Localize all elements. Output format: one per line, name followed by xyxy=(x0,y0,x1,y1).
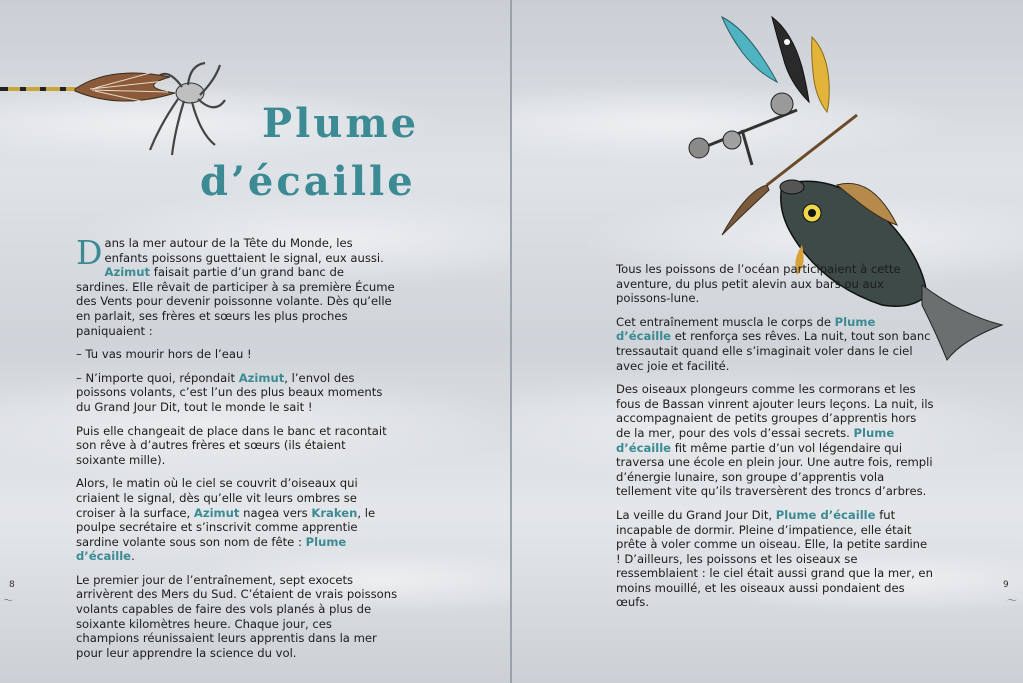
name-highlight: Azimut xyxy=(238,370,285,385)
right-paragraph xyxy=(616,262,934,306)
text-run: Tous les poissons de l’océan participaient à cette aventure, du plus petit alevin aux bars ou aux poissons-lune. xyxy=(616,262,901,306)
wave-ornament-right: 〜 xyxy=(1007,596,1017,607)
title-line-2: d’écaille xyxy=(200,158,416,205)
text-run: , l’envol des poissons volants, c’est l’un des plus beaux moments du Grand Jour Dit, tout le monde le sait ! xyxy=(76,370,383,414)
name-highlight: Plume d’écaille xyxy=(616,314,876,344)
name-highlight: Plume d’écaille xyxy=(616,425,895,455)
text-run: et renforça ses rêves. La nuit, tout son banc tressautait quand elle s’imaginait voler dans le ciel avec joie et facilité. xyxy=(616,329,931,373)
left-page xyxy=(0,0,511,683)
text-run: Des oiseaux plongeurs comme les cormorans et les fous de Bassan vinrent ajouter leurs leçons. La nuit, ils accompagnaient de petits groupes d’apprentis hors de la mer, pour des vols d’essai secrets. xyxy=(616,382,934,440)
name-highlight: Azimut xyxy=(104,265,151,280)
text-run: Puis elle changeait de place dans le banc et racontait son rêve à d’autres frères et sœurs (ils étaient soixante mille). xyxy=(76,423,387,467)
name-highlight: Plume d’écaille xyxy=(76,534,347,564)
page-number-left: 8 xyxy=(9,580,15,590)
text-run: . xyxy=(131,549,135,564)
title-line-1: Plume xyxy=(262,100,420,147)
text-run: La veille du Grand Jour Dit, xyxy=(616,507,776,522)
name-highlight: Plume d’écaille xyxy=(775,507,876,522)
right-paragraph xyxy=(616,382,934,499)
wave-ornament-left: 〜 xyxy=(3,596,13,607)
name-highlight: Azimut xyxy=(193,505,240,520)
text-run: – N’importe quoi, répondait xyxy=(76,370,239,385)
right-paragraph xyxy=(616,508,934,610)
text-run: Le premier jour de l’entraînement, sept exocets arrivèrent des Mers du Sud. C’étaient de vrais poissons volants capables de faire des vols planés à plus de soixante kilomètres heure. Chaque jour, ces champions réunissaient leurs apprentis dans la mer pour leur apprendre la science du vol. xyxy=(76,572,398,660)
text-run: Cet entraînement muscla le corps de xyxy=(616,314,835,329)
left-paragraph xyxy=(76,476,398,564)
left-page-text xyxy=(76,233,398,669)
text-run: , le poulpe secrétaire et s’inscrivit comme apprentie sardine volante sous son nom de fête : xyxy=(76,505,376,549)
left-paragraph xyxy=(76,347,398,362)
text-run: – Tu vas mourir hors de l’eau ! xyxy=(76,347,252,362)
left-paragraph xyxy=(76,233,398,338)
text-run: fit même partie d’un vol légendaire qui traversa une école en plein jour. Une autre fois, rempli d’énergie lunaire, son groupe d’apprentis vola tellement vite qu’ils traversèrent des troncs d’arbres. xyxy=(616,440,933,499)
text-run: ans la mer autour de la Tête du Monde, les enfants poissons guettaient le signal, eux aussi. xyxy=(104,236,384,265)
page-number-right: 9 xyxy=(1003,580,1009,590)
right-page-text xyxy=(616,262,934,619)
text-run: faisait partie d’un grand banc de sardines. Elle rêvait de participer à sa première Écume des Vents pour devenir poissonne volante. Dès qu’elle en parlait, ses frères et sœurs les plus proches paniquaient : xyxy=(76,265,395,338)
text-run: fut incapable de dormir. Pleine d’impatience, elle était prête à voler comme un oiseau. Elle, la petite sardine ! D’ailleurs, les poissons et les oiseaux se ressemblaient : le ciel était aussi grand que la mer, en moins mouillé, et les oiseaux aussi pondaient des œufs. xyxy=(616,507,933,610)
left-paragraph xyxy=(76,371,398,415)
left-paragraph xyxy=(76,573,398,661)
right-paragraph xyxy=(616,315,934,373)
drop-cap: D xyxy=(76,233,103,272)
left-paragraph xyxy=(76,424,398,468)
text-run: Alors, le matin où le ciel se couvrit d’oiseaux qui criaient le signal, dès qu’elle vit leurs ombres se croiser à la surface, xyxy=(76,476,358,520)
right-page xyxy=(512,0,1023,683)
text-run: nagea vers xyxy=(239,505,312,520)
name-highlight: Kraken xyxy=(311,505,358,520)
